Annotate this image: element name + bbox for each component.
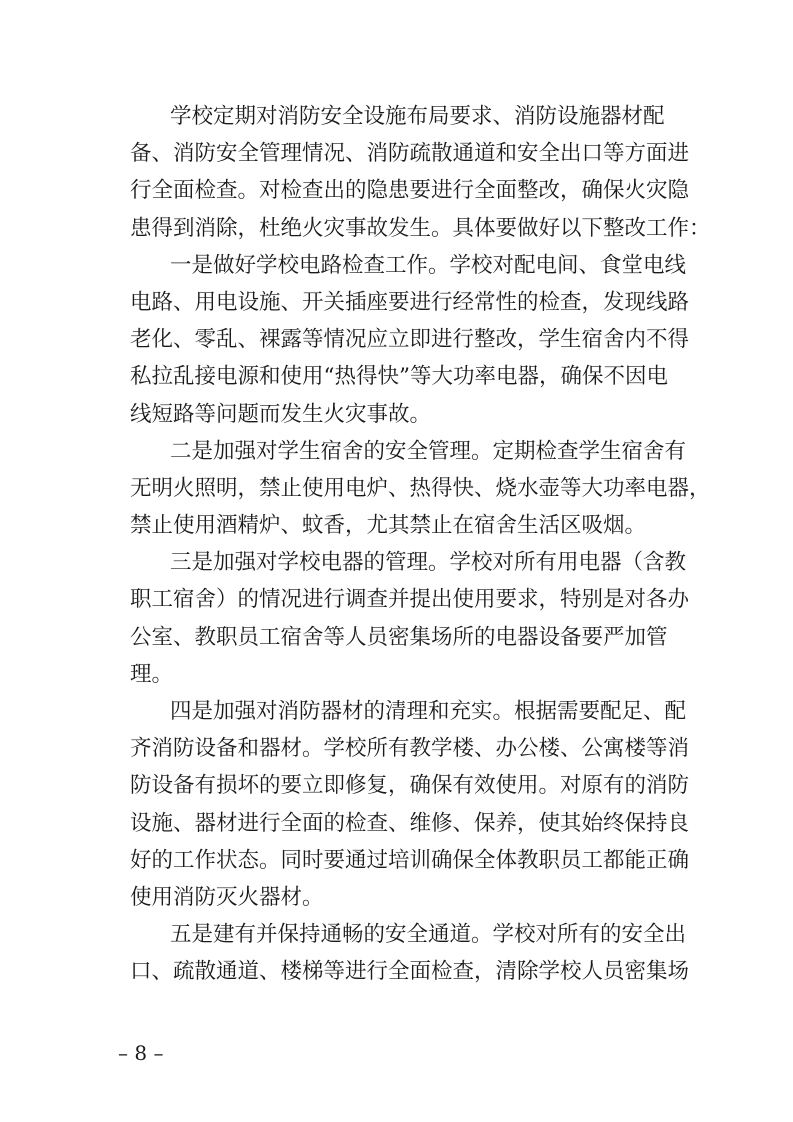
text-line: 二是加强对学生宿舍的安全管理。定期检查学生宿舍有 [170, 438, 687, 464]
text-line: 老化、零乱、裸露等情况应立即进行整改，学生宿舍内不得 [130, 327, 690, 353]
text-line: 防设备有损坏的要立即修复，确保有效使用。对原有的消防 [130, 773, 690, 799]
text-line: 患得到消除，杜绝火灾事故发生。具体要做好以下整改工作： [130, 215, 711, 241]
text-line: 好的工作状态。同时要通过培训确保全体教职员工都能正确 [130, 847, 690, 873]
body-text [130, 98, 711, 991]
text-line: 理。 [130, 661, 174, 687]
text-line: 三是加强对学校电器的管理。学校对所有用电器（含教 [170, 550, 687, 576]
text-line: 口、疏散通道、楼梯等进行全面检查，清除学校人员密集场 [130, 959, 690, 985]
text-line: 备、消防安全管理情况、消防疏散通道和安全出口等方面进 [130, 141, 690, 167]
text-line: 职工宿舍）的情况进行调查并提出使用要求，特别是对各办 [130, 587, 690, 613]
text-line: 私拉乱接电源和使用“热得快”等大功率电器，确保不因电 [130, 364, 668, 390]
text-line: 行全面检查。对检查出的隐患要进行全面整改，确保火灾隐 [130, 178, 690, 204]
text-line: 公室、教职员工宿舍等人员密集场所的电器设备要严加管 [130, 624, 668, 650]
text-line: 五是建有并保持通畅的安全通道。学校对所有的安全出 [170, 922, 687, 948]
text-line: 四是加强对消防器材的清理和充实。根据需要配足、配 [170, 699, 687, 724]
text-line: 设施、器材进行全面的检查、维修、保养，使其始终保持良 [130, 810, 690, 836]
text-line: 无明火照明，禁止使用电炉、热得快、烧水壶等大功率电器， [130, 475, 711, 501]
text-line: 学校定期对消防安全设施布局要求、消防设施器材配 [170, 104, 665, 129]
text-line: 使用消防灭火器材。 [130, 884, 324, 910]
text-line: 禁止使用酒精炉、蚊香，尤其禁止在宿舍生活区吸烟。 [130, 513, 647, 539]
page-number: – 8 – [118, 1041, 164, 1065]
text-line: 齐消防设备和器材。学校所有教学楼、办公楼、公寓楼等消 [130, 736, 690, 762]
text-line: 电路、用电设施、开关插座要进行经常性的检查，发现线路 [130, 289, 690, 315]
text-line: 一是做好学校电路检查工作。学校对配电间、食堂电线 [170, 252, 687, 278]
text-line: 线短路等问题而发生火灾事故。 [130, 401, 432, 427]
